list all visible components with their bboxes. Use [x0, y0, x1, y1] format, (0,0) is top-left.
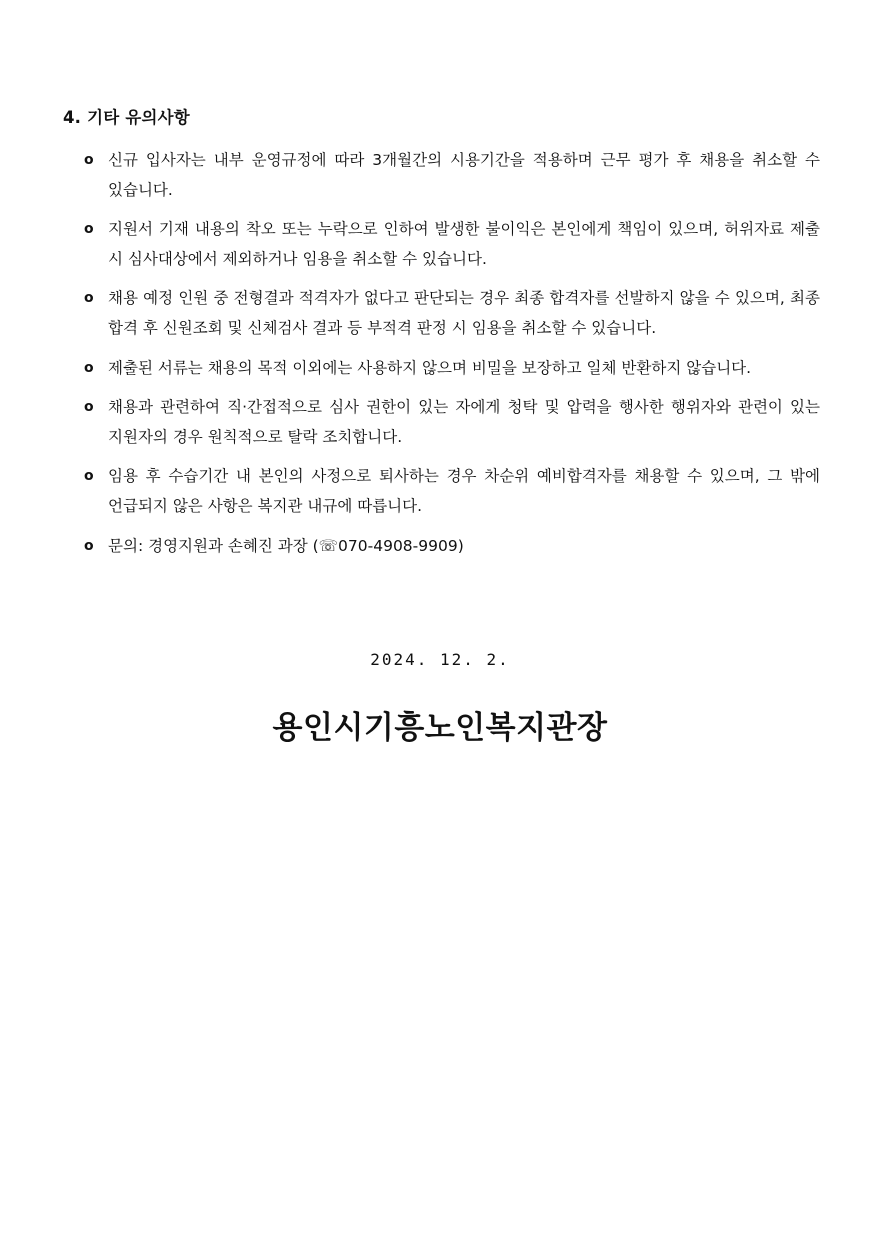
- notice-item: [84, 146, 820, 205]
- notice-item: [84, 462, 820, 521]
- bullet-circle-icon: o: [84, 537, 94, 554]
- section-heading: 4. 기타 유의사항: [63, 108, 190, 127]
- bullet-circle-icon: o: [84, 468, 94, 485]
- notice-item: [84, 215, 820, 274]
- notice-item: [84, 354, 820, 384]
- bullet-circle-icon: o: [84, 152, 94, 168]
- notice-list: [84, 146, 820, 571]
- notice-text: 신규 입사자는 내부 운영규정에 따라 3개월간의 시용기간을 적용하며 근무 평가 후 채용을 취소할 수 있습니다.: [108, 151, 820, 199]
- notice-text: 채용 예정 인원 중 전형결과 적격자가 없다고 판단되는 경우 최종 합격자를 선발하지 않을 수 있으며, 최종 합격 후 신원조회 및 신체검사 결과 등 부적격 판정 시 임용을 취소할 수 있습니다.: [108, 289, 820, 337]
- contact-item: [84, 532, 820, 562]
- notice-text: 임용 후 수습기간 내 본인의 사정으로 퇴사하는 경우 차순위 예비합격자를 채용할 수 있으며, 그 밖에 언급되지 않은 사항은 복지관 내규에 따릅니다.: [108, 467, 820, 515]
- bullet-circle-icon: o: [84, 221, 94, 238]
- document-date: 2024. 12. 2.: [370, 650, 510, 669]
- notice-text: 지원서 기재 내용의 착오 또는 누락으로 인하여 발생한 불이익은 본인에게 책임이 있으며, 허위자료 제출 시 심사대상에서 제외하거나 임용을 취소할 수 있습니다.: [108, 220, 820, 268]
- bullet-circle-icon: o: [84, 359, 94, 376]
- notice-item: [84, 393, 820, 452]
- notice-item: [84, 284, 820, 343]
- contact-text: 문의: 경영지원과 손혜진 과장 (☏070-4908-9909): [108, 536, 464, 555]
- notice-text: 채용과 관련하여 직·간접적으로 심사 권한이 있는 자에게 청탁 및 압력을 행사한 행위자와 관련이 있는 지원자의 경우 원칙적으로 탈락 조치합니다.: [108, 398, 820, 446]
- bullet-circle-icon: o: [84, 290, 94, 307]
- organization-signature: 용인시기흥노인복지관장: [272, 710, 608, 746]
- bullet-circle-icon: o: [84, 399, 94, 416]
- notice-text: 제출된 서류는 채용의 목적 이외에는 사용하지 않으며 비밀을 보장하고 일체 반환하지 않습니다.: [108, 358, 752, 377]
